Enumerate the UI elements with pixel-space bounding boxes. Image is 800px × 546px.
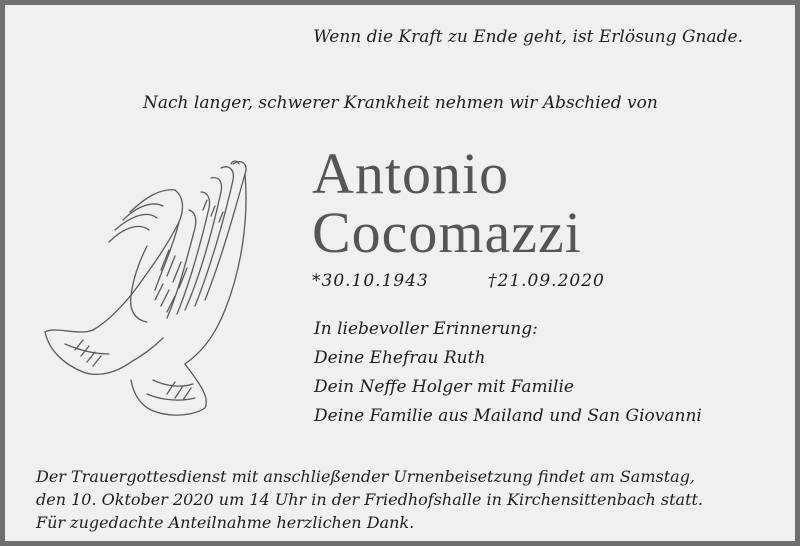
- mourner-line: Dein Neffe Holger mit Familie: [314, 377, 574, 397]
- funeral-info: [36, 465, 703, 534]
- funeral-info-line: Der Trauergottesdienst mit anschließender Urnenbeisetzung findet am Samstag,: [36, 467, 696, 486]
- motto-quote: Wenn die Kraft zu Ende geht, ist Erlösung Gnade.: [313, 27, 743, 47]
- funeral-info-line: den 10. Oktober 2020 um 14 Uhr in der Friedhofshalle in Kirchensittenbach statt.: [36, 490, 704, 509]
- birth-date: *30.10.1943: [312, 271, 429, 291]
- mourner-line: Deine Ehefrau Ruth: [314, 348, 486, 368]
- deceased-first-name: Antonio: [312, 141, 510, 206]
- praying-hands-icon: [35, 150, 250, 420]
- intro-text: Nach langer, schwerer Krankheit nehmen wir Abschied von: [143, 93, 658, 113]
- funeral-info-line: Für zugedachte Anteilnahme herzlichen Dank.: [36, 513, 415, 532]
- remembrance-heading: In liebevoller Erinnerung:: [314, 319, 538, 339]
- death-date: †21.09.2020: [488, 271, 605, 291]
- remembrance-block: [314, 315, 702, 431]
- deceased-last-name: Cocomazzi: [312, 200, 582, 265]
- mourner-line: Deine Familie aus Mailand und San Giovanni: [314, 406, 702, 426]
